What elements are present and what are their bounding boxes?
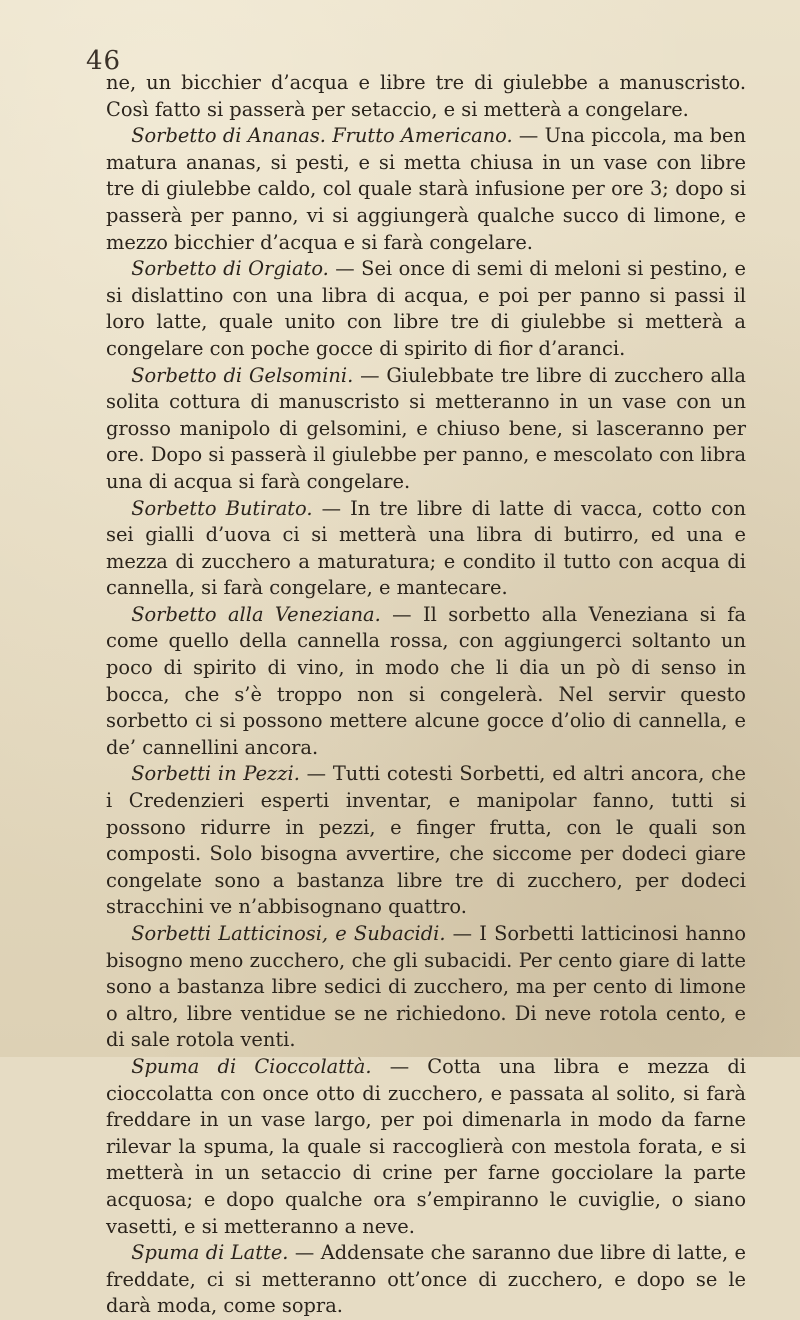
- recipe-veneziana: [106, 602, 746, 762]
- recipe-title: Sorbetti Latticinosi, e Subacidi.: [131, 922, 446, 945]
- recipe-body: — Il sorbetto alla Veneziana si fa come quello della cannella rossa, con aggiungerci soltanto un poco di spirito di vino, in modo che li dia un pò di senso in bocca, che s’è troppo non si congelerà. Nel servir questo sorbetto ci si possono mettere alcune gocce d’olio di cannella, e de’ cannellini ancora.: [106, 602, 747, 759]
- paragraph-body: ne, un bicchier d’acqua e libre tre di giulebbe a manuscristo. Così fatto si passerà per setaccio, e si metterà a congelare.: [106, 71, 746, 121]
- recipe-title: Spuma di Cioccolattà.: [131, 1054, 372, 1078]
- recipe-body: — Una piccola, ma ben matura ananas, si pesti, e si metta chiusa in un vase con libre tre di giulebbe caldo, col quale starà infusione per ore 3; dopo si passerà per panno, vi si aggiungerà qualche succo di limone, e mezzo bicchier d’acqua e si farà congelare.: [106, 124, 746, 254]
- recipe-body: — In tre libre di latte di vacca, cotto con sei gialli d’uova ci si metterà una libra di butirro, ed una e mezza di zucchero a maturatura; e condito il tutto con acqua di cannella, si farà congelare, e mantecare.: [106, 496, 746, 600]
- recipe-body: — Cotta una libra e mezza di cioccolatta con once otto di zucchero, e passata al solito, si farà freddare in un vase largo, per poi dimenarla in modo da farne rilevar la spuma, la quale si raccoglierà con mestola forata, e si metterà in un setaccio di crine per farne gocciolare la parte acquosa; e dopo qualche ora s’empiranno le cuviglie, o siano vasetti, e si metteranno a neve.: [106, 1054, 746, 1238]
- page-number: 46: [86, 46, 122, 76]
- recipe-gelsomini: [106, 363, 746, 496]
- page-text: [106, 70, 746, 1320]
- recipe-body: — Sei once di semi di meloni si pestino, e si dislattino con una libra di acqua, e poi per panno si passi il loro latte, quale unito con libre tre di giulebbe si metterà a congelare con poche gocce di spirito di fior d’aranci.: [106, 257, 746, 360]
- recipe-orgiato: [106, 256, 746, 362]
- recipe-butirato: [106, 496, 746, 602]
- recipe-title: Spuma di Latte.: [131, 1241, 289, 1265]
- paragraph-continuation: [106, 70, 746, 123]
- recipe-title: Sorbetto Butirato.: [131, 496, 313, 520]
- recipe-body: — I Sorbetti latticinosi hanno bisogno meno zucchero, che gli subacidi. Per cento giare di latte sono a bastanza libre sedici di zucchero, ma per cento di limone o altro, libre ventidue se ne richiedono. Di neve rotola cento, e di sale rotola venti.: [106, 922, 746, 1052]
- recipe-title: Sorbetto di Gelsomini.: [131, 363, 354, 387]
- recipe-latticinosi: [106, 921, 746, 1054]
- recipe-spuma-latte: [106, 1240, 746, 1320]
- recipe-ananas: [106, 123, 746, 256]
- recipe-title: Sorbetto di Ananas. Frutto Americano.: [131, 124, 513, 148]
- recipe-body: — Addensate che saranno due libre di latte, e freddate, ci si metteranno ott’once di zucchero, e dopo se le darà moda, come sopra.: [106, 1241, 746, 1318]
- recipe-spuma-cioccolatta: [106, 1054, 746, 1240]
- recipe-body: — Giulebbate tre libre di zucchero alla solita cottura di manuscristo si metteranno in un vase con un grosso manipolo di gelsomini, e chiuso bene, si lasceranno per ore. Dopo si passerà il giulebbe per panno, e mescolato con libra una di acqua si farà congelare.: [106, 363, 746, 493]
- recipe-title: Sorbetto di Orgiato.: [131, 257, 329, 281]
- recipe-body: — Tutti cotesti Sorbetti, ed altri ancora, che i Credenzieri esperti inventar, e manipolar fanno, tutti si possono ridurre in pezzi, e finger frutta, con le quali son composti. Solo bisogna avvertire, che siccome per dodeci giare congelate sono a bastanza libre tre di zucchero, per dodeci stracchini ve n’abbisognano quattro.: [106, 762, 746, 919]
- recipe-pezzi: [106, 761, 746, 921]
- recipe-title: Sorbetto alla Veneziana.: [131, 602, 381, 626]
- recipe-title: Sorbetti in Pezzi.: [131, 762, 300, 786]
